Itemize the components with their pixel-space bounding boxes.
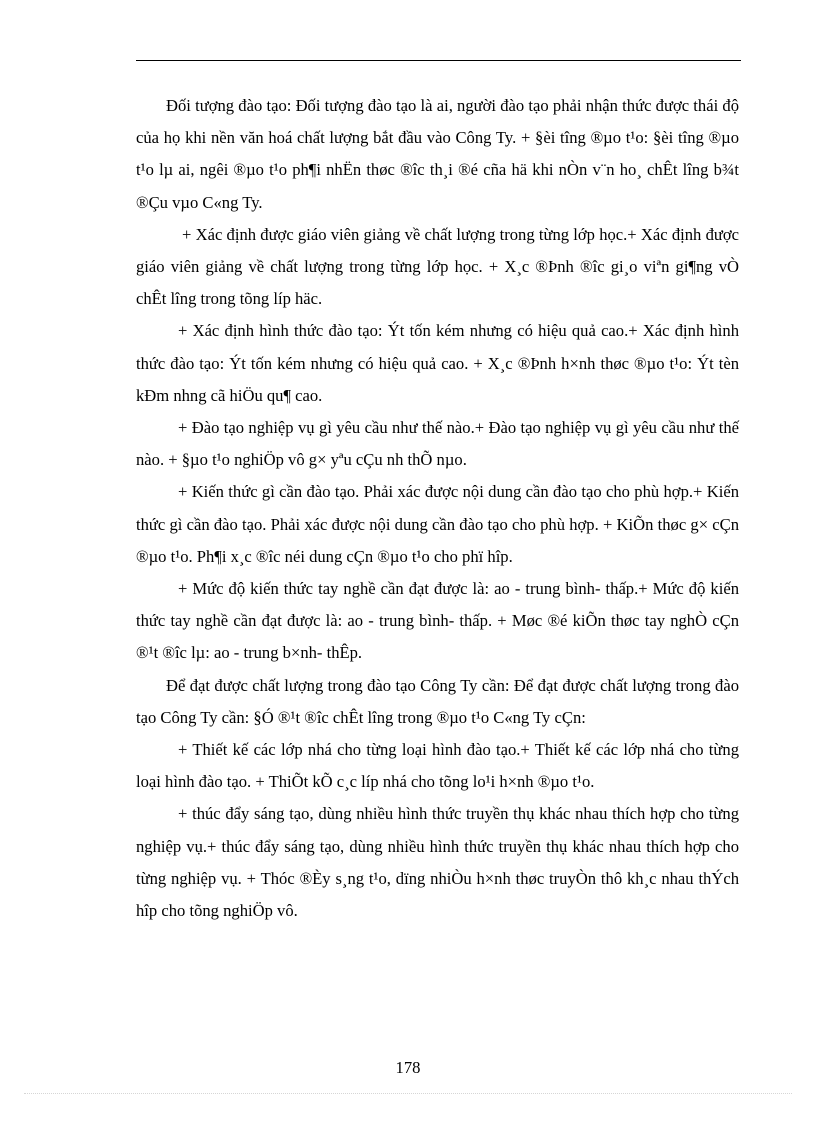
paragraph-quality-requirements: Để đạt được chất lượng trong đào tạo Công Ty cần: Để đạt được chất lượng trong đào tạo Công Ty cần: §Ó ®¹t ®îc chÊt lîng trong ®µo t¹o C«ng Ty cÇn: bbox=[136, 675, 739, 727]
paragraph-training-skills: + Đào tạo nghiệp vụ gì yêu cầu như thế nào.+ Đào tạo nghiệp vụ gì yêu cầu như thế nào. + §µo t¹o nghiÖp vô g× yªu cÇu nh thÕ nµo. bbox=[136, 418, 739, 470]
paragraph-select-teachers: + Xác định được giáo viên giảng về chất lượng trong từng lớp học.+ Xác định được giáo viên giảng về chất lượng trong từng lớp học. + X¸c ®Þnh ®îc gi¸o viªn gi¶ng vÒ chÊt lîng trong tõng líp häc. bbox=[136, 224, 739, 309]
paragraph-training-knowledge: + Kiến thức gì cần đào tạo. Phải xác được nội dung cần đào tạo cho phù hợp.+ Kiến thức gì cần đào tạo. Phải xác được nội dung cần đào tạo cho phù hợp. + KiÕn thøc g× cÇn ®µo t¹o. Ph¶i x¸c ®îc néi dung cÇn ®µo t¹o cho phï hîp. bbox=[136, 482, 739, 566]
page-number: 178 bbox=[395, 1058, 421, 1077]
paragraph-training-form: + Xác định hình thức đào tạo: Ýt tốn kém nhưng có hiệu quả cao.+ Xác định hình thức đào tạo: Ýt tốn kém nhưng có hiệu quả cao. + X¸c ®Þnh h×nh thøc ®µo t¹o: Ýt tèn kÐm nhng cã hiÖu qu¶ cao. bbox=[136, 321, 739, 405]
paragraph-knowledge-level: + Mức độ kiến thức tay nghề cần đạt được là: ao - trung bình- thấp.+ Mức độ kiến thức tay nghề cần đạt được là: ao - trung bình- thấp. + Møc ®é kiÕn thøc tay nghÒ cÇn ®¹t ®îc lµ: ao - trung b×nh- thÊp. bbox=[136, 579, 739, 663]
paragraph-creativity: + thúc đẩy sáng tạo, dùng nhiều hình thức truyền thụ khác nhau thích hợp cho từng nghiệp vụ.+ thúc đẩy sáng tạo, dùng nhiều hình thức truyền thụ khác nhau thích hợp cho từng nghiệp vụ. + Thóc ®Èy s¸ng t¹o, dïng nhiÒu h×nh thøc truyÒn thô kh¸c nhau thÝch hîp cho tõng nghiÖp vô. bbox=[136, 804, 739, 921]
header-rule bbox=[136, 60, 741, 61]
paragraph-small-classes: + Thiết kế các lớp nhá cho từng loại hình đào tạo.+ Thiết kế các lớp nhá cho từng loại hình đào tạo. + ThiÕt kÕ c¸c líp nhá cho tõng lo¹i h×nh ®µo t¹o. bbox=[136, 740, 739, 792]
footer-rule bbox=[24, 1093, 792, 1094]
paragraph-training-target: Đối tượng đào tạo: Đối tượng đào tạo là ai, người đào tạo phải nhận thức được thái độ của họ khi nền văn hoá chất lượng bắt đầu vào Công Ty. + §èi tîng ®µo t¹o: §èi tîng ®µo t¹o lµ ai, ngêi ®µo t¹o ph¶i nhËn thøc ®îc th¸i ®é cña hä khi nÒn v¨n ho¸ chÊt lîng b¾t ®Çu vµo C«ng Ty. bbox=[136, 96, 739, 212]
body-text bbox=[136, 90, 739, 927]
